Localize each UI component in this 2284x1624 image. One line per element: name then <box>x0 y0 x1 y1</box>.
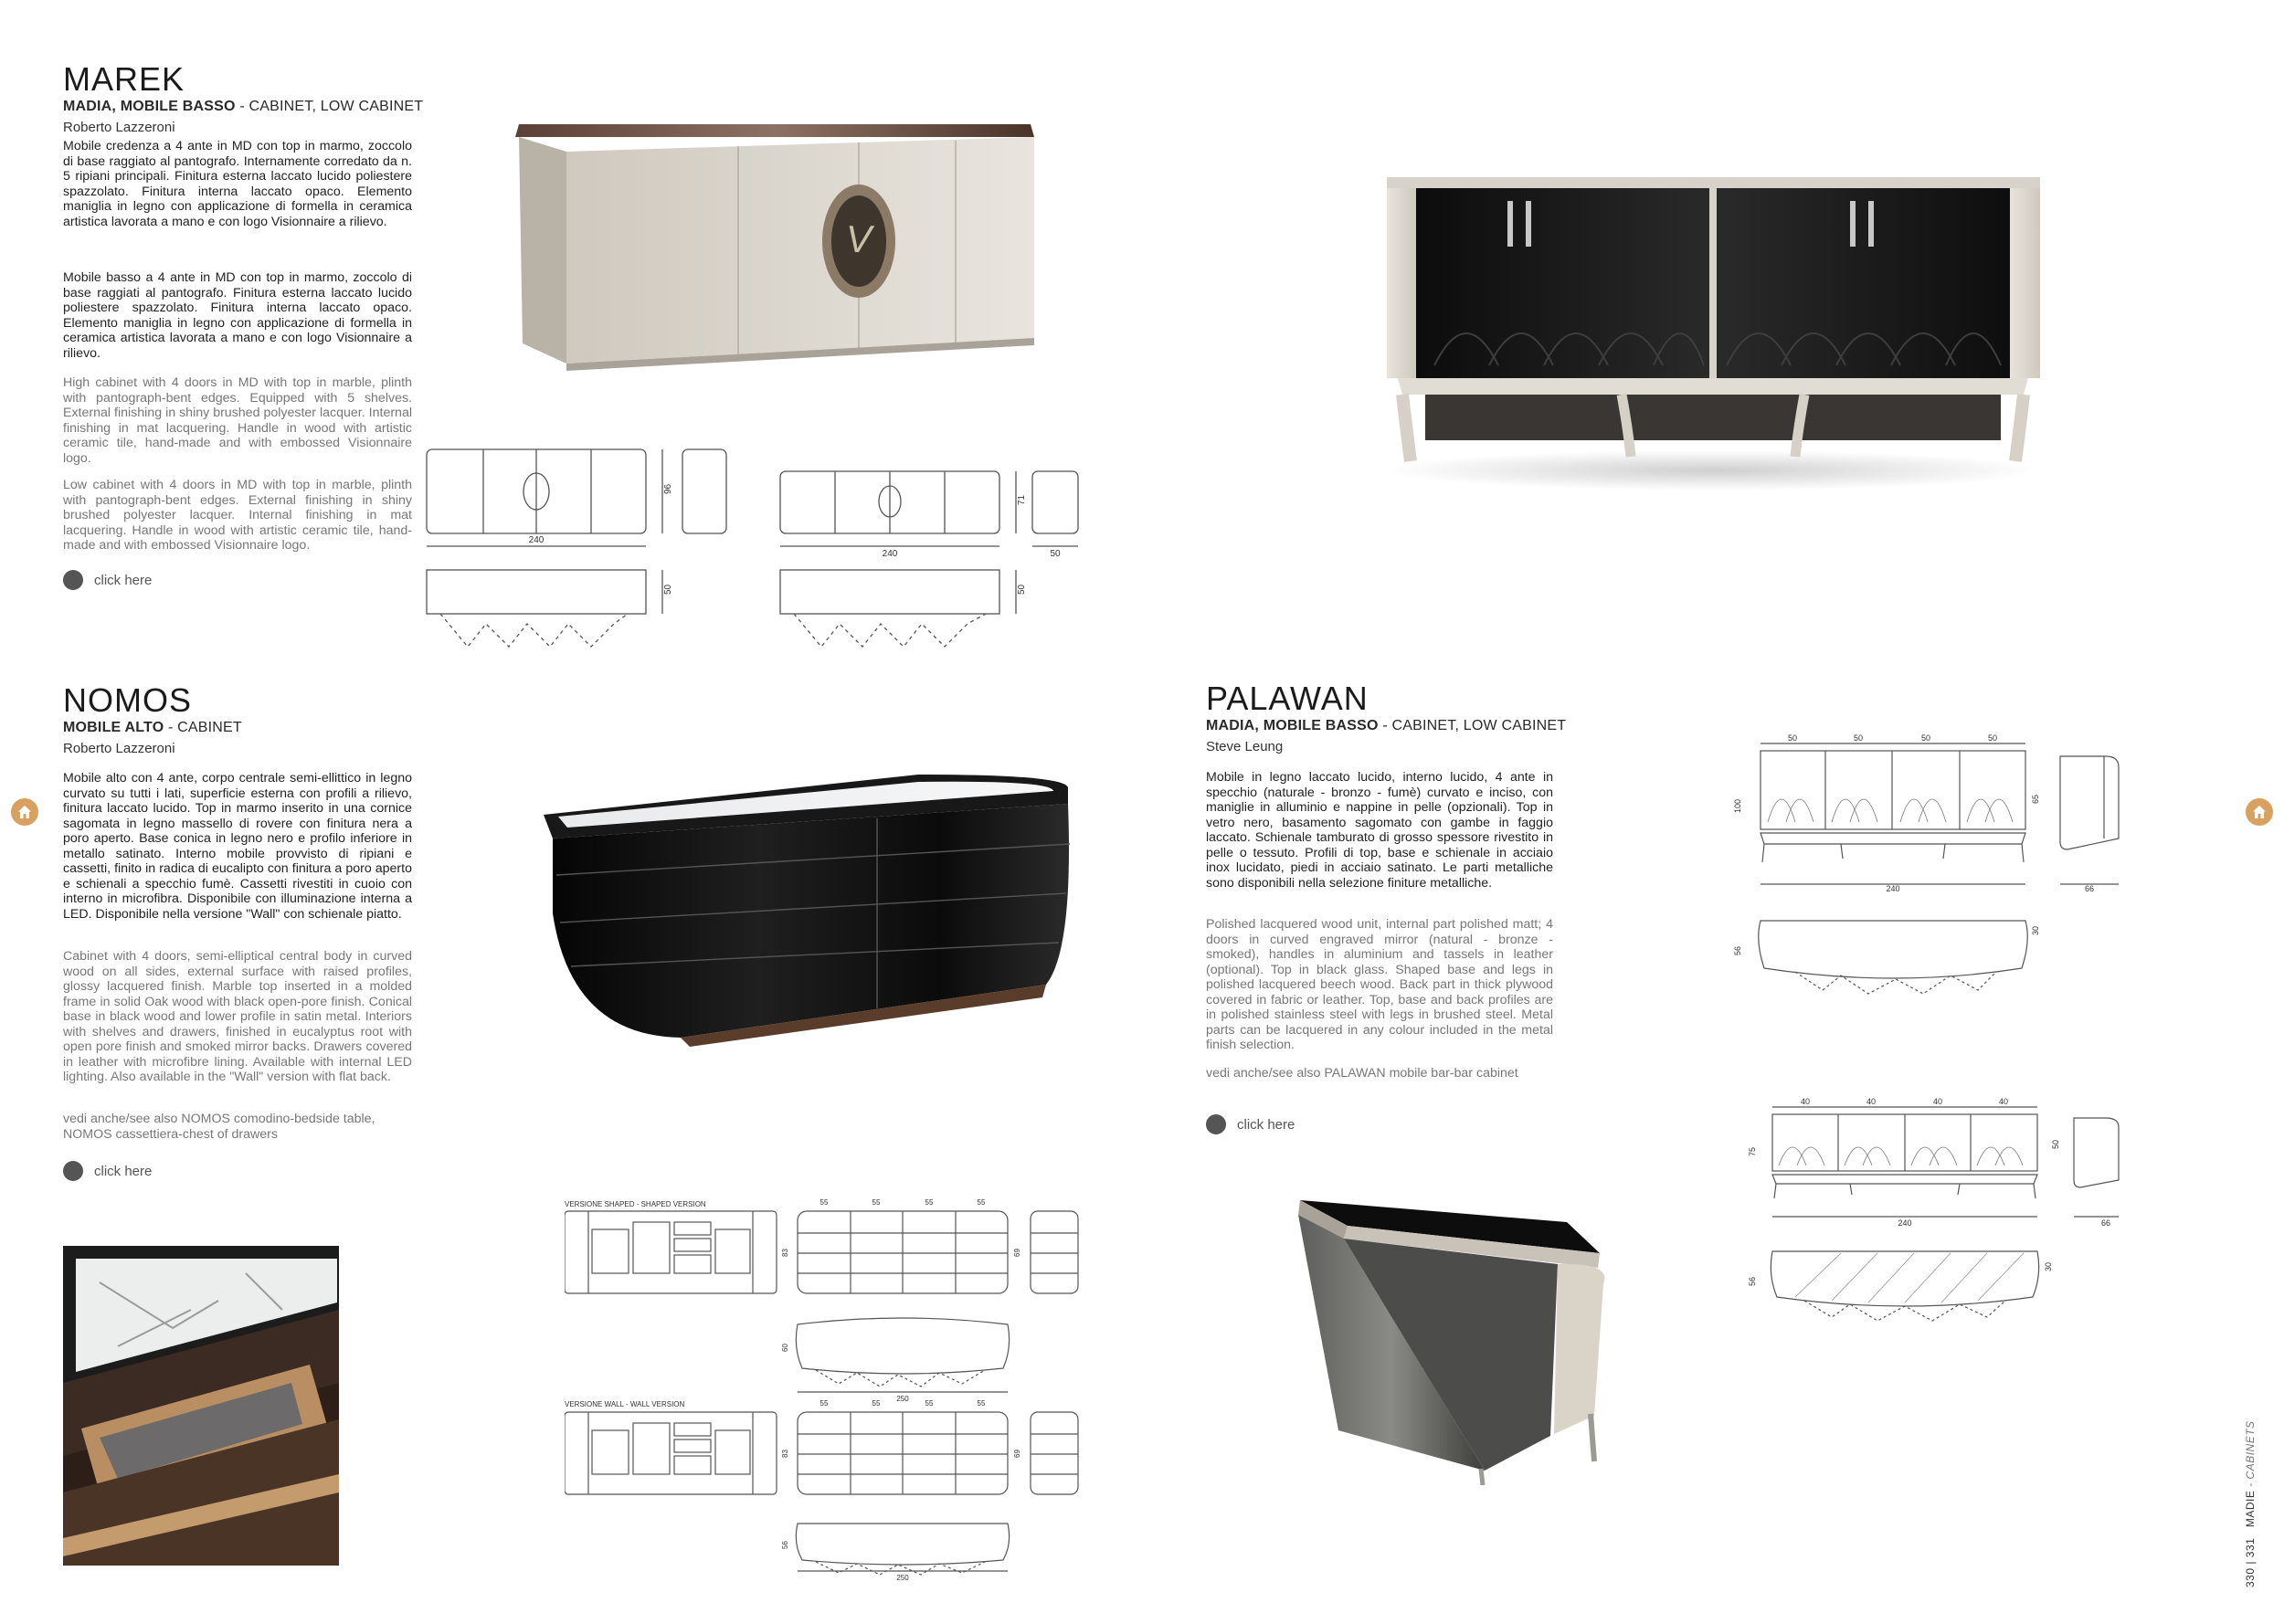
marek-dim-width-2: 240 <box>882 549 898 559</box>
palawan-d1-seg-3: 50 <box>1920 733 1931 743</box>
palawan-subtitle: MADIA, MOBILE BASSO - CABINET, LOW CABINET <box>1206 718 1567 733</box>
palawan-title: PALAWAN <box>1206 680 1369 717</box>
svg-text:V: V <box>845 217 872 260</box>
home-icon <box>2251 804 2268 820</box>
nomos-dim-seg-7: 55 <box>925 1399 934 1408</box>
marek-desc-en-1: High cabinet with 4 doors in MD with top in marble, plinth with pantograph-bent edges. Equipped with 5 shelves. External finishing in shiny brushed polyester lacquer. Internal finishing in mat lacquering. Handle in wood with artistic ceramic tile, hand-made and with embossed Visionnaire logo. <box>63 375 412 466</box>
marek-dim-width-1: 240 <box>528 535 545 545</box>
nomos-technical-drawings <box>565 1197 1085 1580</box>
nomos-dim-seg-6: 55 <box>872 1399 881 1408</box>
nomos-dim-seg-4: 55 <box>977 1198 986 1207</box>
palawan-d1-height: 100 <box>1733 798 1742 813</box>
nomos-designer: Roberto Lazzeroni <box>63 741 175 756</box>
palawan-desc-it: Mobile in legno laccato lucido, interno lucido, 4 ante in specchio (naturale - bronzo - fumè) curvato e inciso, con maniglie in alluminio e nappine in pelle (opzionali). Top in vetro nero, basamento sagomato con gambe in faggio laccato. Schienale tamburato di grosso spessore rivestito in pelle o tessuto. Profili di top, base e schienale in acciaio inox lucidato, piedi in acciaio satinato. Le parti metalliche sono disponibili nella selezione finiture metalliche. <box>1206 770 1553 891</box>
nomos-desc-it: Mobile alto con 4 ante, corpo centrale semi-ellittico in legno curvato su tutti i lati, superficie esterna con profili a rilievo, finitura laccato lucido. Top in marmo inserito in una cornice sagomata in legno massello di rovere con finitura nera a poro aperto. Base conica in legno nero e profilo inferiore in metallo satinato. Interno mobile provvisto di ripiani e cassetti, finito in radica di eucalipto con finitura a poro aperto e schienali a specchio fumè. Cassetti rivestiti in cuoio con interno in microfibra. Disponibile con illuminazione interna a LED. Disponibile nella versione "Wall" con schienale piatto. <box>63 771 412 922</box>
marek-dim-depth-2: 50 <box>1050 549 1061 559</box>
nomos-dim-seg-2: 55 <box>872 1198 881 1207</box>
palawan-technical-drawings-1 <box>1722 731 2156 1114</box>
marek-dim-plan-2: 50 <box>1017 584 1027 595</box>
nomos-detail-image <box>63 1246 339 1566</box>
marek-dim-height-2: 71 <box>1017 494 1027 505</box>
palawan-d2-width: 240 <box>1898 1218 1912 1228</box>
palawan-desc-en: Polished lacquered wood unit, internal part polished matt; 4 doors in curved engraved mirror (natural - bronze - smoked), handles in aluminium and tassels in leather (optional). Top in black glass. Shaped base and legs in polished lacquered beech wood. Back part in thick plywood covered in fabric or leather. Top, base and back profiles are in polished stainless steel with legs in brushed steel. Metal parts can be lacquered in any colour included in the metal finish selection. <box>1206 917 1553 1052</box>
palawan-d1-depth: 66 <box>2084 884 2095 893</box>
nomos-dim-seg-1: 55 <box>819 1198 829 1207</box>
palawan-d1-seg-1: 50 <box>1787 733 1798 743</box>
nomos-dim-plan-2: 56 <box>781 1541 789 1549</box>
palawan-d2-seg-2: 40 <box>1866 1097 1877 1106</box>
palawan-d1-plan-depth: 56 <box>1733 945 1742 955</box>
palawan-d2-depth: 66 <box>2100 1218 2111 1228</box>
nomos-title: NOMOS <box>63 681 193 719</box>
marek-desc-it-1: Mobile credenza a 4 ante in MD con top in marmo, zoccolo di base raggiato al pantografo. Internamente corredato da n. 5 ripiani principali. Finitura esterna laccato lucido poliestere spazzolato. Finitura interna laccato opaco. Elemento maniglia in legno con applicazione di formella in ceramica artistica lavorata a mano e con logo Visionnaire a rilievo. <box>63 139 412 229</box>
palawan-d2-plan-depth: 56 <box>1748 1276 1757 1286</box>
palawan-cabinet-image <box>1370 164 2056 502</box>
palawan-d2-seg-3: 40 <box>1932 1097 1943 1106</box>
palawan-d2-height-2: 50 <box>2051 1139 2060 1149</box>
home-button-left[interactable] <box>11 798 38 826</box>
nomos-dim-height-2: 83 <box>781 1450 789 1458</box>
nomos-dim-seg-8: 55 <box>977 1399 986 1408</box>
link-dot-icon <box>63 1161 83 1181</box>
nomos-dim-plan-1: 60 <box>781 1344 789 1352</box>
palawan-d2-seg-4: 40 <box>1998 1097 2009 1106</box>
palawan-d1-plan-depth-2: 30 <box>2031 925 2040 935</box>
nomos-dim-seg-5: 55 <box>819 1399 829 1408</box>
nomos-dim-side-2: 69 <box>1013 1450 1021 1458</box>
marek-dim-height-1: 96 <box>663 483 673 494</box>
nomos-click-here[interactable]: click here <box>63 1161 152 1181</box>
home-button-right[interactable] <box>2246 798 2273 826</box>
marek-click-here[interactable]: click here <box>63 570 152 590</box>
marek-dim-plan-1: 50 <box>663 584 673 595</box>
marek-title: MAREK <box>63 60 185 98</box>
palawan-click-here[interactable]: click here <box>1206 1114 1295 1134</box>
palawan-bar-image <box>1284 1187 1631 1489</box>
marek-subtitle: MADIA, MOBILE BASSO - CABINET, LOW CABINET <box>63 99 424 114</box>
palawan-d1-seg-2: 50 <box>1853 733 1864 743</box>
palawan-d2-plan-depth-2: 30 <box>2044 1261 2053 1271</box>
link-dot-icon <box>1206 1114 1226 1134</box>
palawan-d2-height: 75 <box>1748 1146 1757 1156</box>
marek-cabinet-image <box>512 115 1042 380</box>
palawan-d1-height-2: 65 <box>2031 794 2040 804</box>
nomos-dim-seg-3: 55 <box>925 1198 934 1207</box>
section-name-en: - CABINETS <box>2244 1420 2257 1491</box>
home-icon <box>16 804 33 820</box>
palawan-technical-drawings-2 <box>1722 1092 2156 1366</box>
palawan-d1-width: 240 <box>1886 884 1900 893</box>
palawan-designer: Steve Leung <box>1206 739 1284 754</box>
palawan-d1-seg-4: 50 <box>1987 733 1998 743</box>
page-numbers: 330 | 331 <box>2244 1537 2257 1587</box>
palawan-see-also: vedi anche/see also PALAWAN mobile bar-bar cabinet <box>1206 1066 1518 1081</box>
nomos-dim-width-2: 250 <box>896 1574 909 1580</box>
nomos-see-also: vedi anche/see also NOMOS comodino-bedside table, NOMOS cassettiera-chest of drawers <box>63 1112 375 1142</box>
section-name: MADIE <box>2244 1490 2257 1528</box>
nomos-dim-side-1: 69 <box>1013 1249 1021 1257</box>
nomos-dim-height-1: 83 <box>781 1249 789 1257</box>
page-footer <box>2244 1420 2257 1587</box>
marek-desc-en-2: Low cabinet with 4 doors in MD with top in marble, plinth with pantograph-bent edges. External finishing in shiny brushed polyester lacquer. Internal finishing in mat lacquering. Handle in wood with artistic ceramic tile, hand-made and with embossed Visionnaire logo. <box>63 478 412 553</box>
nomos-desc-en: Cabinet with 4 doors, semi-elliptical central body in curved wood on all sides, external surface with raised profiles, glossy lacquered finish. Marble top inserted in a molded frame in solid Oak wood with black open-pore finish. Conical base in black wood and lower profile in satin metal. Interiors with shelves and drawers, finished in eucalyptus root with open pore finish and smoked mirror backs. Drawers covered in leather with microfibre lining. Available with internal LED lighting. Also available in the "Wall" version with flat back. <box>63 949 412 1084</box>
nomos-version-shaped: VERSIONE SHAPED - SHAPED VERSION <box>565 1200 706 1208</box>
link-dot-icon <box>63 570 83 590</box>
nomos-subtitle: MOBILE ALTO - CABINET <box>63 720 242 735</box>
marek-technical-drawings <box>422 441 1098 660</box>
nomos-dim-width-1: 250 <box>896 1395 909 1403</box>
marek-designer: Roberto Lazzeroni <box>63 120 175 135</box>
palawan-d2-seg-1: 40 <box>1800 1097 1811 1106</box>
nomos-version-wall: VERSIONE WALL - WALL VERSION <box>565 1400 685 1408</box>
nomos-cabinet-image <box>534 767 1083 1050</box>
marek-desc-it-2: Mobile basso a 4 ante in MD con top in marmo, zoccolo di base raggiati al pantografo. Finitura esterna laccato lucido poliestere spazzolato. Finitura interna laccato opaco. Elemento maniglia in legno con applicazione di formella in ceramica artistica lavorata a mano e con logo Visionnaire a rilievo. <box>63 270 412 361</box>
